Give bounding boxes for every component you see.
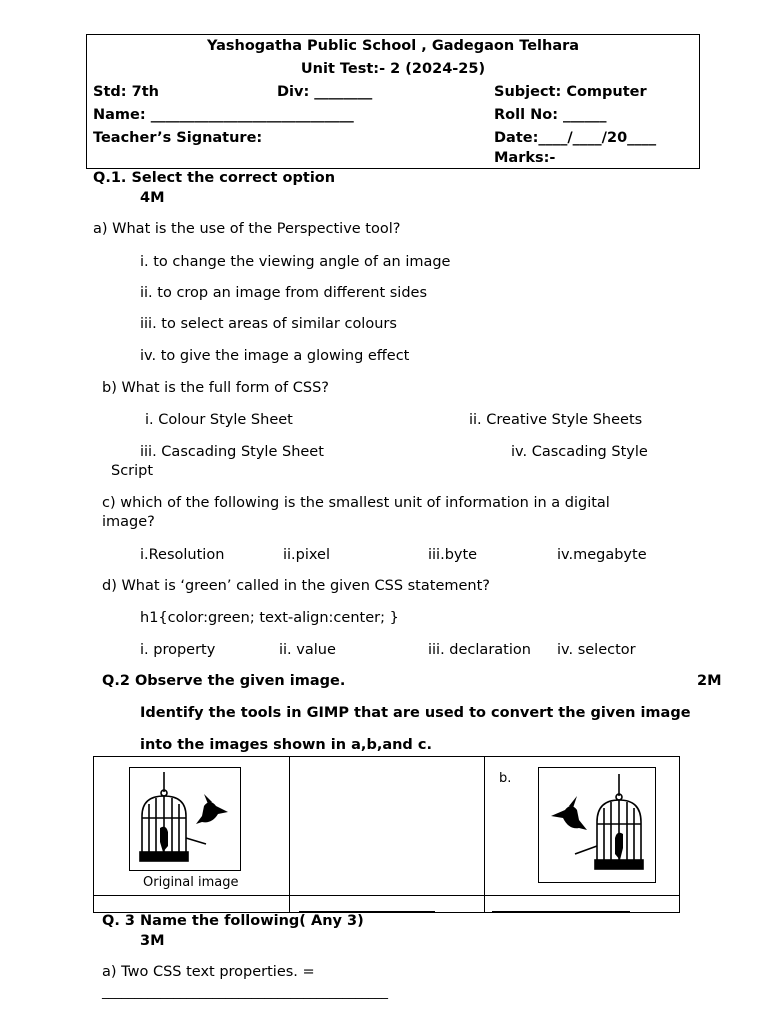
name-field: Name: ____________________________ <box>93 107 354 123</box>
q3-title: Q. 3 Name the following( Any 3) <box>102 913 364 929</box>
test-title: Unit Test:- 2 (2024-25) <box>300 61 486 77</box>
q1d-option-4: iv. selector <box>557 642 636 658</box>
flipped-image <box>538 767 656 883</box>
birdcage-bird-outside-icon <box>130 768 240 870</box>
subject-label: Subject: Computer <box>494 84 647 100</box>
q1-marks: 4M <box>140 190 165 206</box>
q1d-option-1: i. property <box>140 642 216 658</box>
q1d-option-2: ii. value <box>279 642 336 658</box>
q2-marks: 2M <box>697 673 722 689</box>
q1b-option-1: i. Colour Style Sheet <box>145 412 293 428</box>
school-name: Yashogatha Public School , Gadegaon Telhara <box>206 38 580 54</box>
q1b-option-4: iv. Cascading Style <box>511 444 648 460</box>
roll-field: Roll No: ______ <box>494 107 607 123</box>
q1b-option-2: ii. Creative Style Sheets <box>469 412 643 428</box>
q1d-question: d) What is ‘green’ called in the given CSS statement? <box>102 578 490 594</box>
date-field: Date:____/____/20____ <box>494 130 657 146</box>
marks-field: Marks:- <box>494 150 556 166</box>
q3-marks: 3M <box>140 933 165 949</box>
q1c-option-3: iii.byte <box>428 547 478 563</box>
q1-title: Q.1. Select the correct option <box>93 170 336 186</box>
q1a-option-2: ii. to crop an image from different sides <box>140 285 428 301</box>
q1a-option-1: i. to change the viewing angle of an image <box>140 254 451 270</box>
q2-instruction-line1: Identify the tools in GIMP that are used to convert the given image <box>140 705 691 721</box>
q1a-option-4: iv. to give the image a glowing effect <box>140 348 410 364</box>
std-label: Std: 7th <box>93 84 159 100</box>
q1a-question: a) What is the use of the Perspective tool? <box>93 221 401 237</box>
q1d-option-3: iii. declaration <box>428 642 531 658</box>
original-image <box>129 767 241 871</box>
q1c-option-1: i.Resolution <box>140 547 225 563</box>
q2-title: Q.2 Observe the given image. <box>102 673 346 689</box>
teacher-signature: Teacher’s Signature: <box>93 130 263 146</box>
q2-instruction-line2: into the images shown in a,b,and c. <box>140 737 432 753</box>
q1c-question-line2: image? <box>102 514 155 530</box>
q1c-option-2: ii.pixel <box>283 547 330 563</box>
q1c-option-4: iv.megabyte <box>557 547 647 563</box>
q3a-answer-line: ____________________________________________ <box>102 985 388 1000</box>
q1b-option-3: iii. Cascading Style Sheet <box>140 444 324 460</box>
q1c-question-line1: c) which of the following is the smallest unit of information in a digital <box>102 495 610 511</box>
q1b-option-4-cont: Script <box>111 463 154 479</box>
q1d-code: h1{color:green; text-align:center; } <box>140 610 399 626</box>
q3a-question: a) Two CSS text properties. = <box>102 964 315 980</box>
div-field: Div: ________ <box>277 84 373 100</box>
caption-original: Original image <box>143 875 239 890</box>
birdcage-bird-flipped-icon <box>539 768 655 882</box>
label-b: b. <box>499 771 512 786</box>
q1b-question: b) What is the full form of CSS? <box>102 380 329 396</box>
image-table <box>93 756 680 913</box>
q1a-option-3: iii. to select areas of similar colours <box>140 316 397 332</box>
